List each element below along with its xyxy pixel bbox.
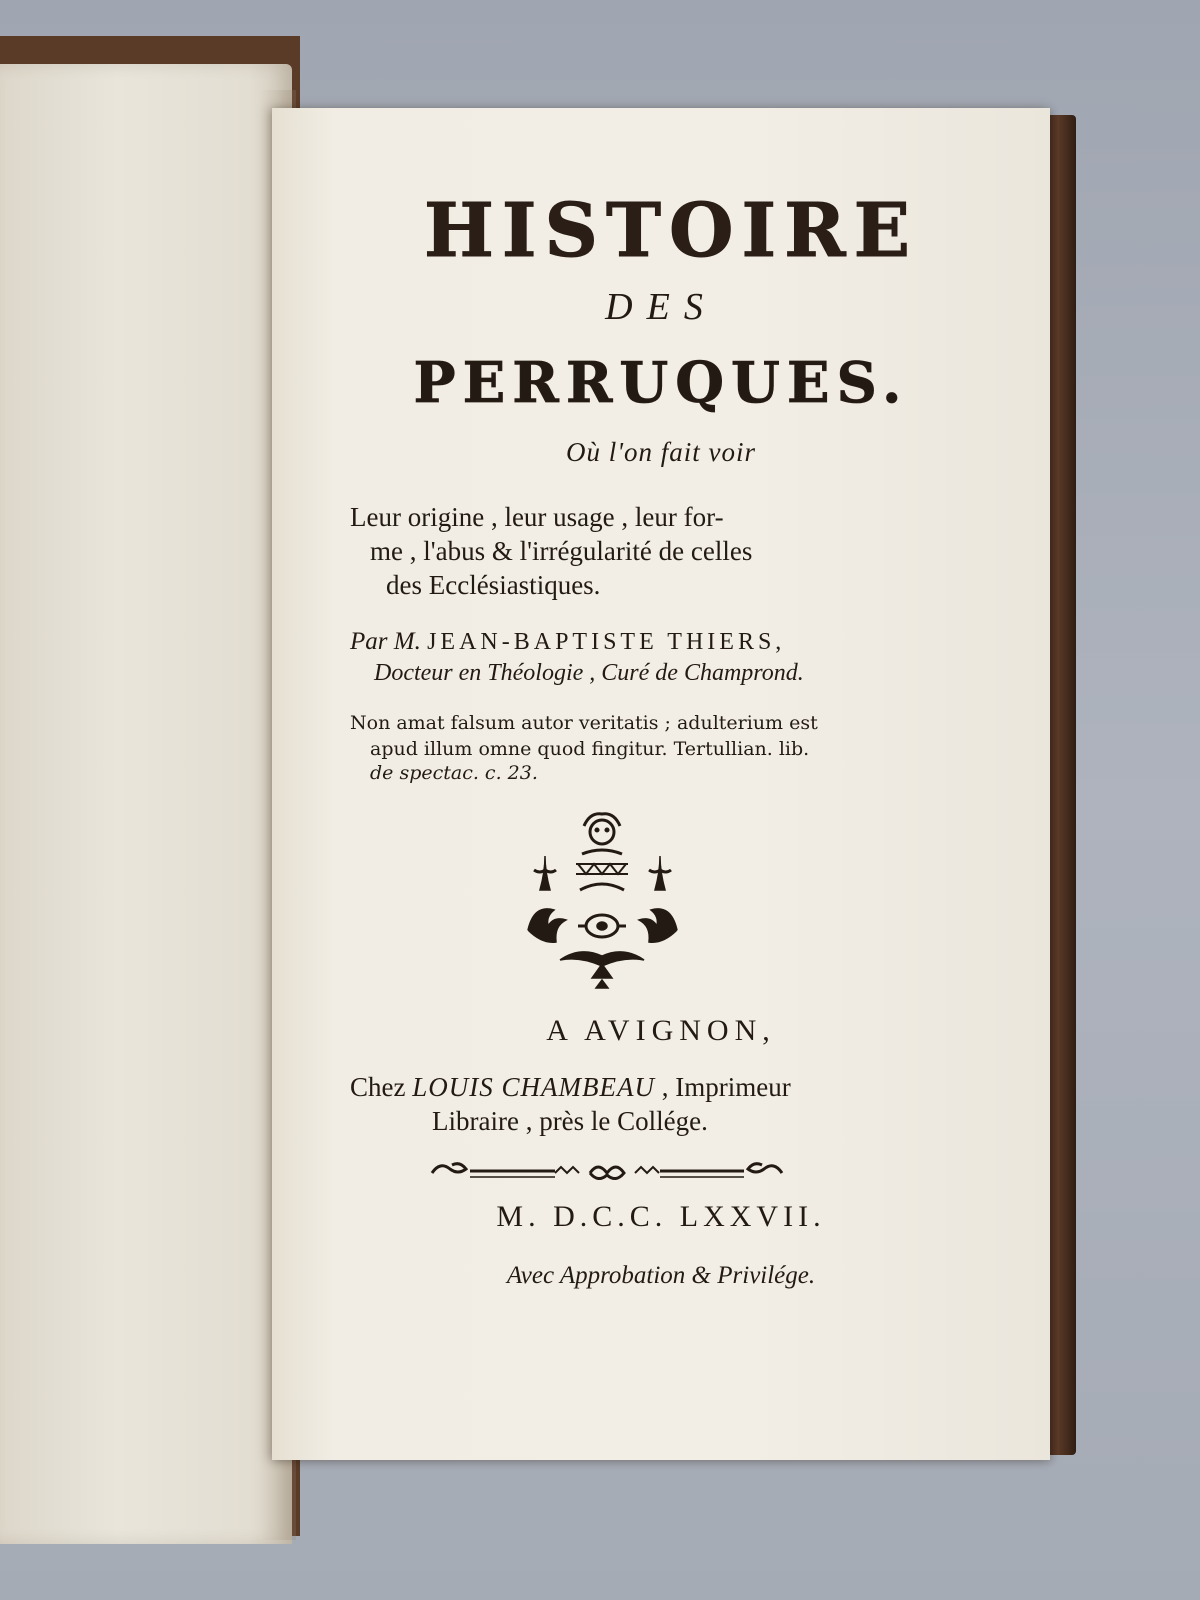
book-title: HISTOIRE xyxy=(423,188,919,274)
author-prefix: Par M. xyxy=(350,628,421,655)
description-line: me , l'abus & l'irrégularité de celles xyxy=(370,536,753,566)
epigraph-line: Non amat falsum autor veritatis ; adulterium est xyxy=(350,712,818,734)
blank-left-page xyxy=(0,64,292,1544)
book-title-perruques: PERRUQUES. xyxy=(413,350,909,416)
subtitle: Où l'on fait voir xyxy=(565,437,757,467)
epigraph-line: de spectac. c. 23. xyxy=(370,762,538,784)
description-line: Leur origine , leur usage , leur for- xyxy=(350,502,724,532)
printer-line-2: Libraire , près le Collége. xyxy=(432,1106,708,1136)
ornamental-rule-icon xyxy=(430,1158,784,1188)
printer-name: LOUIS CHAMBEAU xyxy=(412,1072,655,1102)
printer-suffix: , Imprimeur xyxy=(661,1072,791,1102)
approbation-note: Avec Approbation & Privilége. xyxy=(506,1262,816,1289)
description-line: des Ecclésiastiques. xyxy=(386,570,601,600)
printer-prefix: Chez xyxy=(350,1072,406,1102)
author-line xyxy=(350,628,785,656)
imprint-place: A AVIGNON, xyxy=(546,1014,776,1047)
printer-line xyxy=(350,1072,870,1103)
author-name: JEAN-BAPTISTE THIERS, xyxy=(427,629,786,655)
book-title-des: DES xyxy=(605,286,717,328)
epigraph-line: apud illum omne quod fingitur. Tertullian. lib. xyxy=(370,738,810,760)
printers-device-ornament-icon xyxy=(520,810,685,1000)
author-credentials: Docteur en Théologie , Curé de Champrond. xyxy=(374,660,804,686)
publication-date: M. D.C.C. LXXVII. xyxy=(496,1200,826,1233)
